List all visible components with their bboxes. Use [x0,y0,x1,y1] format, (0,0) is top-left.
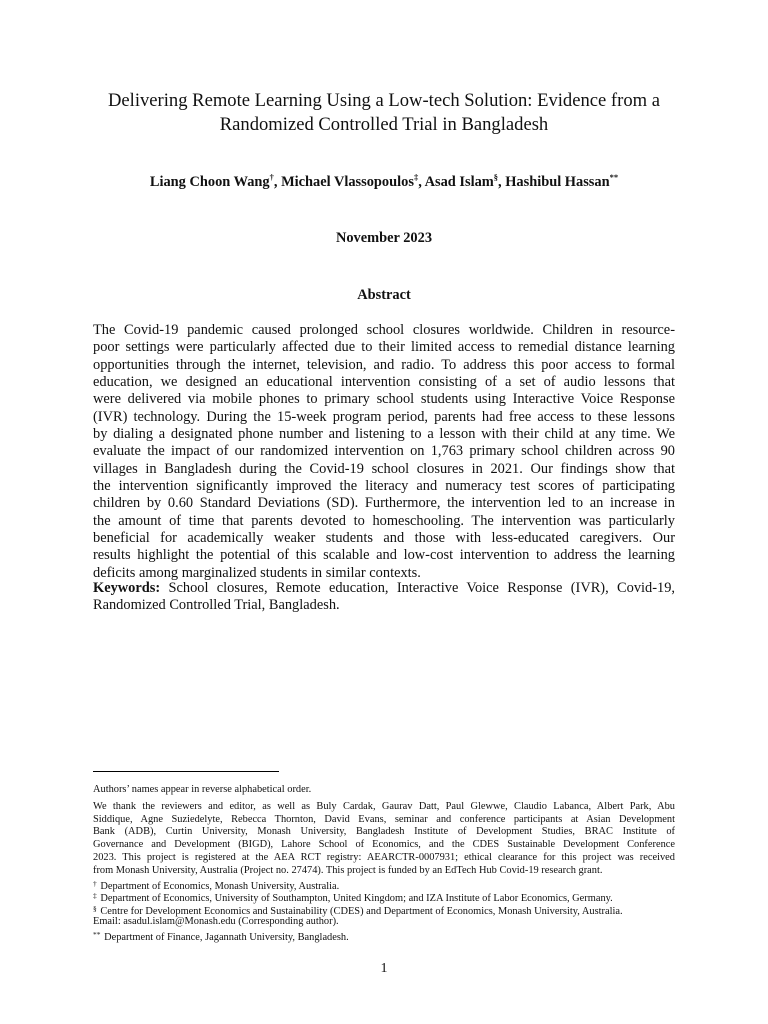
abstract-line: beneficial for academically weaker students and those with less-educated caregivers. Our [93,530,675,547]
acknowledgements-line: Governance and Development (BIGD), Lahore School of Economics, and the CDES Sustainable Development Conference [93,839,675,851]
abstract-line: evaluate the impact of our randomized intervention on 1,763 primary school children across 90 [93,443,675,460]
affiliation-footnote [93,929,675,942]
abstract-line: the amount of time that parents devoted to homeschooling. The intervention was particularly [93,512,675,529]
affiliation-footnote [93,890,675,903]
affiliation-text: Department of Finance, Jagannath University, Bangladesh. [104,931,349,943]
author-name: Michael Vlassopoulos [281,174,414,190]
publication-date: November 2023 [335,230,433,246]
abstract-line: results highlight the potential of this scalable and low-cost intervention to address the learning [93,547,675,564]
acknowledgements-line: Bank (ADB), Curtin University, Monash University, Bangladesh Institute of Development Studies, BRAC Institute of [93,826,675,838]
abstract-line: the intervention significantly improved the literacy and numeracy test scores of participating [93,478,675,495]
affiliation-text: Centre for Development Economics and Sustainability (CDES) and Department of Economics, Monash University, Australia. [100,906,623,918]
abstract-line: by dialing a designated phone number and listening to a lesson with their child at any time. We [93,426,675,443]
footnotes [93,784,675,942]
author-name: Hashibul Hassan [505,174,610,190]
acknowledgements-line: 2023. This project is registered at the AEA RCT registry: AEARCTR-0007931; ethical clearance for this project was received [93,851,675,863]
keywords-text: School closures, Remote education, Interactive Voice Response (IVR), Covid-19, [160,580,675,596]
affiliation-mark: ** [93,929,101,939]
abstract-line: villages in Bangladesh during the Covid-19 school closures in 2021. Our findings show that [93,460,675,477]
abstract-heading: Abstract [357,287,411,303]
footnote-separator [93,771,279,772]
abstract-line: children by 0.60 Standard Deviations (SD). Furthermore, the intervention led to an increase in [93,495,675,512]
paper-title [60,89,708,137]
acknowledgements-line: We thank the reviewers and editor, as well as Buly Cardak, Gaurav Datt, Paul Glewwe, Claudio Labanca, Albert Park, Abu [93,800,675,812]
author-name: Asad Islam [424,174,494,190]
abstract-line: opportunities through the internet, television, and radio. To address this poor access to formal [93,356,675,373]
author-name: Liang Choon Wang [149,174,270,190]
keywords-label: Keywords: [93,580,161,596]
abstract-line: were delivered via mobile phones to primary school students using Interactive Voice Response [93,391,675,408]
affiliation-footnote [93,878,675,891]
abstract-line: deficits among marginalized students in similar contexts. [93,564,421,581]
author-affiliation-mark: ‡ [413,172,419,182]
keywords-section [93,580,675,615]
paper-title-line-2: Randomized Controlled Trial in Bangladesh [219,114,549,135]
acknowledgements-line: Siddique, Agne Suziedelyte, Rebecca Thornton, David Evans, seminar and conference participants at Asian Development [93,813,675,825]
affiliation-mark: ‡ [93,891,97,901]
affiliation-email: Email: asadul.islam@Monash.edu (Corresponding author). [93,915,339,927]
author-affiliation-mark: ** [609,172,619,182]
page-number: 1 [380,961,388,976]
abstract-line: (IVR) technology. During the 15-week program period, parents had free access to these lessons [93,408,675,425]
abstract-line: education, we designed an educational intervention consisting of a set of audio lessons that [93,374,675,391]
author-separator: , [273,174,282,190]
author-affiliation-mark: † [269,172,274,182]
author-order-note: Authors’ names appear in reverse alphabetical order. [93,784,312,795]
affiliation-text: Department of Economics, University of Southampton, United Kingdom; and IZA Institute of Labor Economics, Germany. [100,893,613,905]
author-separator: , [418,174,425,190]
author-list [40,172,728,191]
acknowledgements-line: from Monash University, Australia (Project no. 27474). This project is funded by an EdTech Hub Covid-19 research grant. [93,864,603,876]
affiliation-footnote [93,903,675,916]
abstract-body [93,322,675,582]
keywords-line [93,580,675,597]
author-affiliation-mark: § [493,172,499,182]
author-separator: , [498,174,506,190]
abstract-line: The Covid-19 pandemic caused prolonged school closures worldwide. Children in resource- [93,322,675,338]
abstract-line: poor settings were particularly affected due to their limited access to remedial distance learning [93,339,675,356]
keywords-line: Randomized Controlled Trial, Bangladesh. [93,597,340,614]
paper-title-line-1: Delivering Remote Learning Using a Low-tech Solution: Evidence from a [108,90,660,111]
affiliation-text: Department of Economics, Monash University, Australia. [100,880,340,892]
affiliation-mark: § [93,904,97,914]
affiliation-mark: † [93,878,97,888]
